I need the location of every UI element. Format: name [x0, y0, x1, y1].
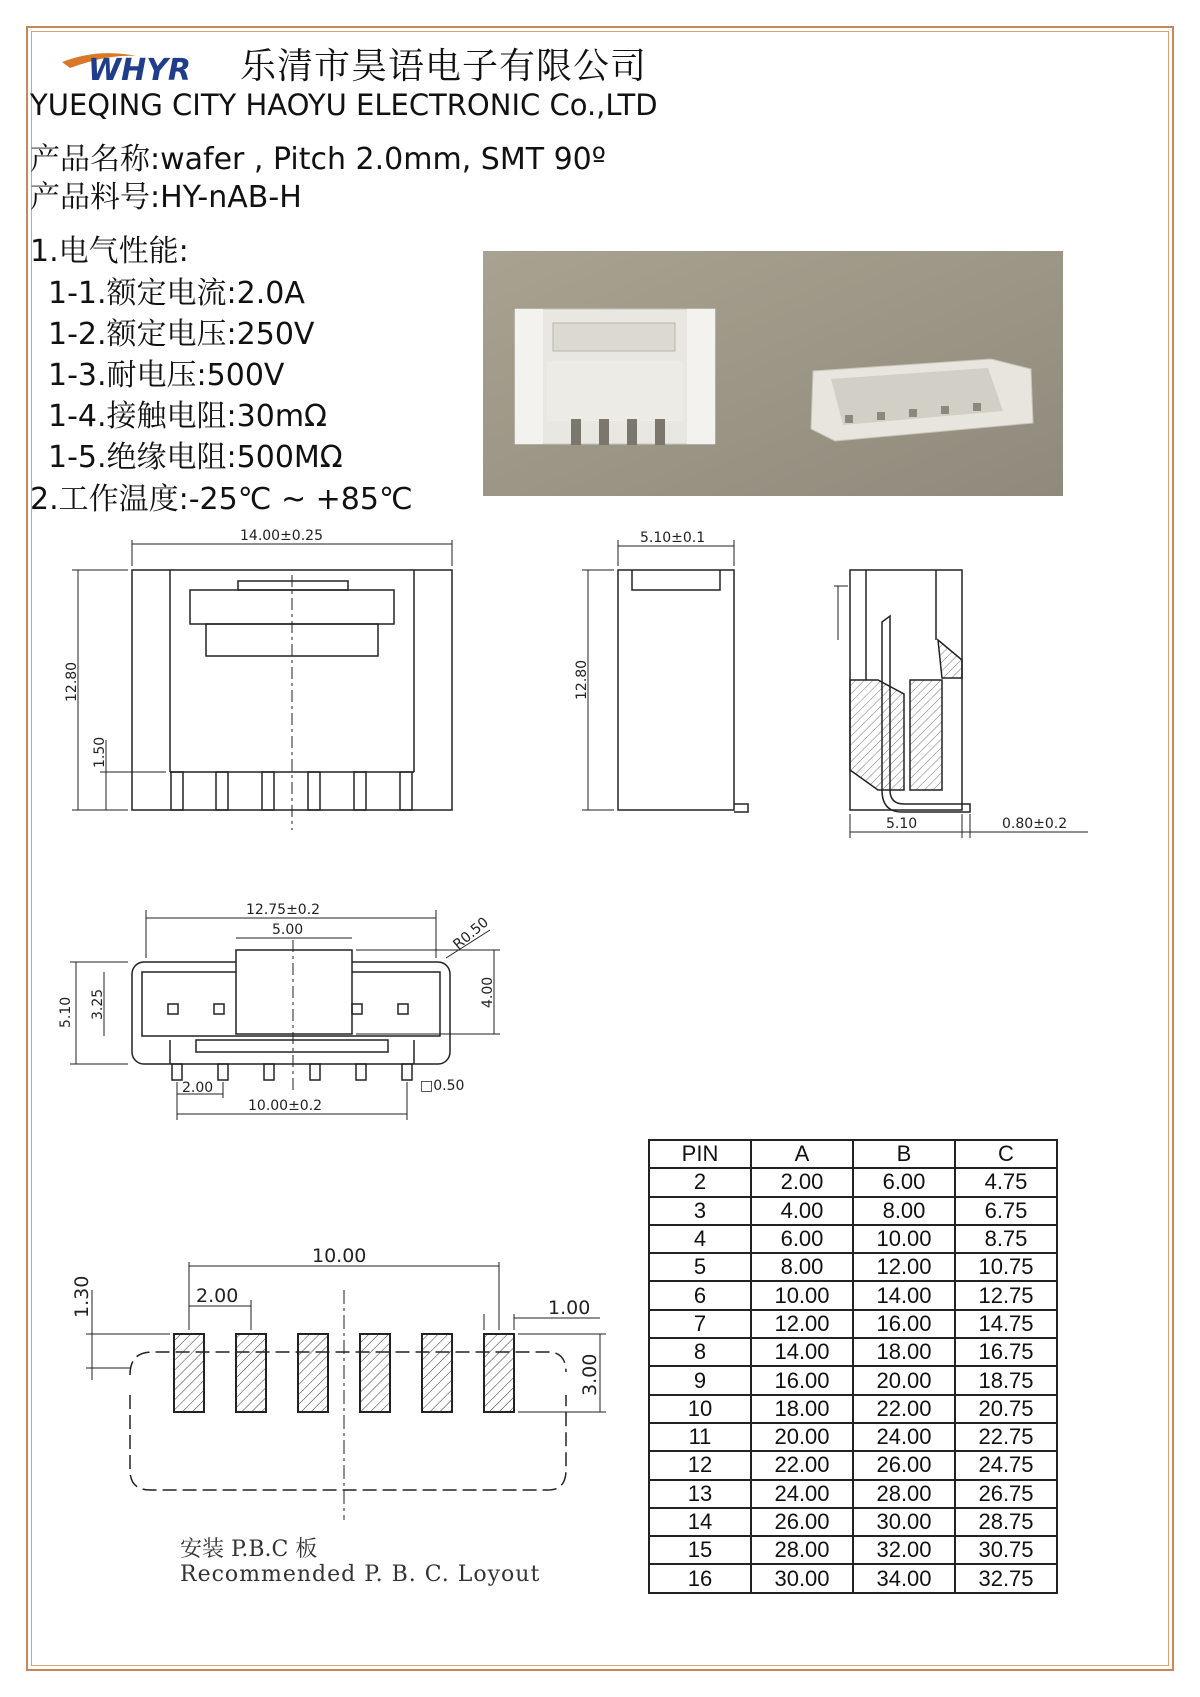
cell-c: 12.75 — [955, 1281, 1057, 1309]
cell-a: 28.00 — [751, 1536, 853, 1564]
cell-b: 20.00 — [853, 1366, 955, 1394]
cell-pin: 5 — [649, 1253, 751, 1281]
table-row — [649, 1536, 1057, 1564]
dim-pcb-pad-h: 3.00 — [579, 1353, 601, 1396]
pcb-label-en: Recommended P. B. C. Loyout — [180, 1562, 541, 1587]
cell-a: 24.00 — [751, 1480, 853, 1508]
cell-c: 22.75 — [955, 1423, 1057, 1451]
dim-front-width: 14.00±0.25 — [240, 528, 323, 544]
table-row — [649, 1197, 1057, 1225]
dim-top-span: 10.00±0.2 — [248, 1098, 323, 1114]
cell-c: 10.75 — [955, 1253, 1057, 1281]
dim-side-height: 12.80 — [574, 659, 590, 700]
table-row — [649, 1366, 1057, 1394]
table-row — [649, 1281, 1057, 1309]
cell-a: 22.00 — [751, 1451, 853, 1479]
cell-a: 10.00 — [751, 1281, 853, 1309]
cell-c: 14.75 — [955, 1310, 1057, 1338]
header-pin: PIN — [649, 1140, 751, 1168]
dim-pcb-pitch: 2.00 — [196, 1285, 239, 1307]
dim-top-pin-size: □0.50 — [420, 1078, 465, 1094]
dim-pcb-offset: 1.30 — [71, 1275, 93, 1318]
table-row — [649, 1480, 1057, 1508]
dim-pcb-pad-w: 1.00 — [548, 1297, 591, 1319]
cell-b: 8.00 — [853, 1197, 955, 1225]
cell-b: 28.00 — [853, 1480, 955, 1508]
cell-c: 20.75 — [955, 1395, 1057, 1423]
dim-section-width: 5.10 — [886, 816, 918, 832]
cell-c: 16.75 — [955, 1338, 1057, 1366]
cell-b: 12.00 — [853, 1253, 955, 1281]
dim-top-window: 5.00 — [272, 922, 304, 938]
cell-pin: 2 — [649, 1168, 751, 1196]
header-b: B — [853, 1140, 955, 1168]
cell-c: 30.75 — [955, 1536, 1057, 1564]
dim-top-outer: 12.75±0.2 — [246, 902, 321, 918]
cell-a: 8.00 — [751, 1253, 853, 1281]
cell-pin: 6 — [649, 1281, 751, 1309]
cell-c: 28.75 — [955, 1508, 1057, 1536]
cell-c: 8.75 — [955, 1225, 1057, 1253]
table-row — [649, 1451, 1057, 1479]
cell-c: 6.75 — [955, 1197, 1057, 1225]
cell-a: 14.00 — [751, 1338, 853, 1366]
cell-c: 4.75 — [955, 1168, 1057, 1196]
table-row — [649, 1508, 1057, 1536]
cell-a: 30.00 — [751, 1564, 853, 1592]
cell-b: 18.00 — [853, 1338, 955, 1366]
cell-a: 2.00 — [751, 1168, 853, 1196]
cell-pin: 10 — [649, 1395, 751, 1423]
spec-current: 1-1.额定电流:2.0A — [48, 276, 305, 311]
pin-dimension-table — [648, 1139, 1058, 1594]
cell-b: 22.00 — [853, 1395, 955, 1423]
cell-a: 12.00 — [751, 1310, 853, 1338]
cell-a: 26.00 — [751, 1508, 853, 1536]
spec-withstand: 1-3.耐电压:500V — [48, 358, 285, 393]
cell-pin: 4 — [649, 1225, 751, 1253]
cell-b: 6.00 — [853, 1168, 955, 1196]
table-row — [649, 1395, 1057, 1423]
table-row — [649, 1423, 1057, 1451]
dim-front-pin: 1.50 — [92, 736, 108, 768]
cell-b: 34.00 — [853, 1564, 955, 1592]
cell-pin: 9 — [649, 1366, 751, 1394]
cell-c: 24.75 — [955, 1451, 1057, 1479]
cell-pin: 3 — [649, 1197, 751, 1225]
cell-b: 32.00 — [853, 1536, 955, 1564]
cell-pin: 8 — [649, 1338, 751, 1366]
dim-top-radius: R0.50 — [450, 914, 492, 954]
cell-c: 32.75 — [955, 1564, 1057, 1592]
cell-pin: 7 — [649, 1310, 751, 1338]
table-row — [649, 1168, 1057, 1196]
cell-pin: 14 — [649, 1508, 751, 1536]
pcb-layout — [86, 1262, 606, 1520]
table-row — [649, 1338, 1057, 1366]
side-view — [582, 540, 748, 812]
spec-voltage: 1-2.额定电压:250V — [48, 317, 315, 352]
cell-b: 30.00 — [853, 1508, 955, 1536]
cell-pin: 11 — [649, 1423, 751, 1451]
spec-insulation-resistance: 1-5.绝缘电阻:500MΩ — [48, 440, 343, 475]
header-c: C — [955, 1140, 1057, 1168]
table-row — [649, 1225, 1057, 1253]
header-a: A — [751, 1140, 853, 1168]
cell-a: 16.00 — [751, 1366, 853, 1394]
cell-a: 20.00 — [751, 1423, 853, 1451]
product-name: 产品名称:wafer , Pitch 2.0mm, SMT 90º — [30, 142, 606, 177]
pcb-label-cn: 安装 P.B.C 板 — [180, 1537, 318, 1562]
dim-top-depth: 5.10 — [58, 996, 74, 1028]
dim-top-window-h: 4.00 — [480, 976, 496, 1008]
cell-c: 18.75 — [955, 1366, 1057, 1394]
logo-text: WHYR — [88, 53, 192, 88]
company-name-en: YUEQING CITY HAOYU ELECTRONIC Co.,LTD — [30, 88, 658, 122]
table-row — [649, 1310, 1057, 1338]
cell-a: 6.00 — [751, 1225, 853, 1253]
dim-section-pin: 0.80±0.2 — [1002, 816, 1068, 832]
dim-front-height: 12.80 — [64, 661, 80, 702]
table-header-row — [649, 1140, 1057, 1168]
cell-pin: 15 — [649, 1536, 751, 1564]
cell-pin: 12 — [649, 1451, 751, 1479]
cell-c: 26.75 — [955, 1480, 1057, 1508]
dim-top-inner: 3.25 — [90, 988, 106, 1020]
section-view — [834, 570, 1088, 838]
table-row — [649, 1564, 1057, 1592]
cell-b: 14.00 — [853, 1281, 955, 1309]
product-code: 产品料号:HY-nAB-H — [30, 180, 302, 215]
cell-a: 4.00 — [751, 1197, 853, 1225]
electrical-title: 1.电气性能: — [30, 234, 189, 269]
table-row — [649, 1253, 1057, 1281]
cell-pin: 13 — [649, 1480, 751, 1508]
spec-temperature: 2.工作温度:-25℃ ~ +85℃ — [30, 482, 413, 517]
spec-contact-resistance: 1-4.接触电阻:30mΩ — [48, 399, 327, 434]
front-view — [72, 540, 452, 830]
dim-pcb-span: 10.00 — [312, 1245, 367, 1267]
company-name-cn: 乐清市昊语电子有限公司 — [240, 46, 648, 87]
dim-side-width: 5.10±0.1 — [640, 530, 706, 546]
cell-b: 26.00 — [853, 1451, 955, 1479]
cell-b: 10.00 — [853, 1225, 955, 1253]
dim-top-pitch: 2.00 — [182, 1080, 214, 1096]
cell-pin: 16 — [649, 1564, 751, 1592]
cell-a: 18.00 — [751, 1395, 853, 1423]
cell-b: 24.00 — [853, 1423, 955, 1451]
cell-b: 16.00 — [853, 1310, 955, 1338]
